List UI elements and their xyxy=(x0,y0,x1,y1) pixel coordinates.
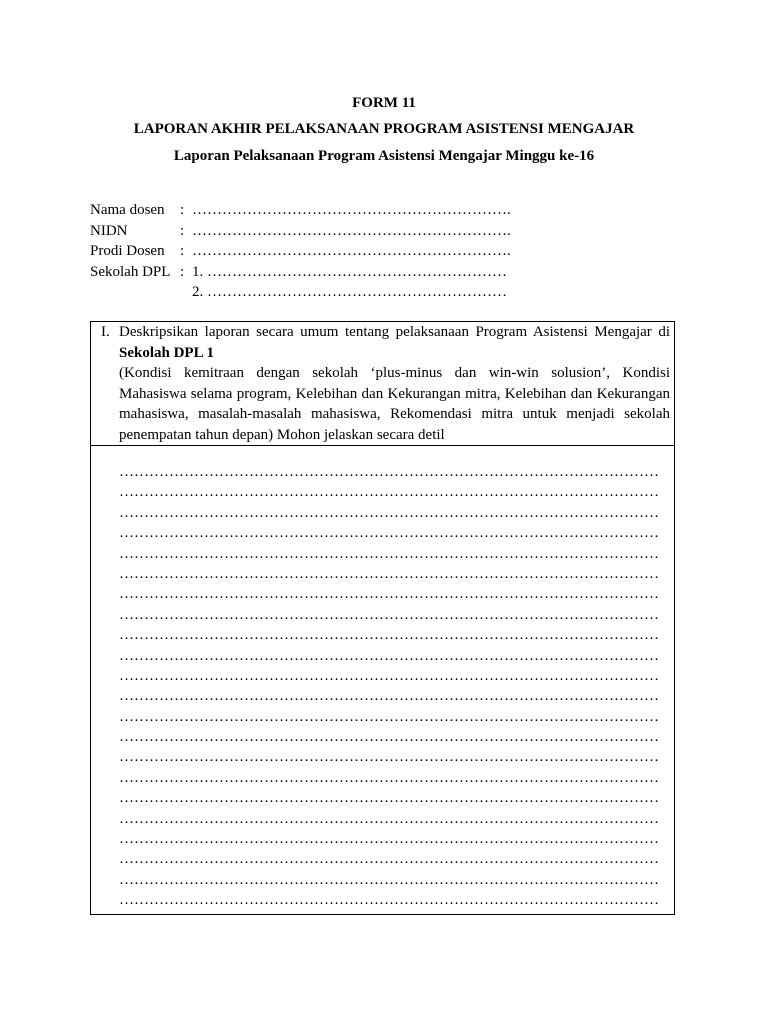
question-text xyxy=(119,322,670,445)
note-line: Mahasiswa selama program, Kelebihan dan Kekurangan mitra, Kelebihan dan Kekurangan xyxy=(119,385,670,402)
info-colon: : xyxy=(180,263,185,280)
answer-line[interactable]: ……………………………………………………………………………………………… xyxy=(119,464,659,480)
section-number: I. xyxy=(101,324,110,340)
answer-line[interactable]: ……………………………………………………………………………………………… xyxy=(119,769,659,786)
answer-line[interactable]: ……………………………………………………………………………………………… xyxy=(119,749,659,766)
note-line: (Kondisi kemitraan dengan sekolah ‘plus-minus dan win-win solusion’, Kondisi xyxy=(119,365,670,381)
answer-line[interactable]: ……………………………………………………………………………………………… xyxy=(119,688,659,705)
answer-line[interactable]: ……………………………………………………………………………………………… xyxy=(119,810,659,827)
form-number: FORM 11 xyxy=(352,95,416,111)
answer-line[interactable]: ……………………………………………………………………………………………… xyxy=(119,708,659,725)
answer-line[interactable]: ……………………………………………………………………………………………… xyxy=(119,627,659,644)
form-subtitle: Laporan Pelaksanaan Program Asistensi Mengajar Minggu ke-16 xyxy=(173,148,595,164)
info-value-field[interactable]: ………………………………………………………. xyxy=(192,202,511,218)
info-label: NIDN xyxy=(90,222,128,239)
answer-line[interactable]: ……………………………………………………………………………………………… xyxy=(119,851,659,868)
info-label: Sekolah DPL xyxy=(90,263,171,280)
info-colon: : xyxy=(180,243,185,259)
answer-line[interactable]: ……………………………………………………………………………………………… xyxy=(119,484,659,501)
answer-area[interactable] xyxy=(119,462,662,911)
info-value-field[interactable]: ………………………………………………………. xyxy=(192,243,511,259)
answer-line[interactable]: ……………………………………………………………………………………………… xyxy=(119,892,659,909)
info-label: Prodi Dosen xyxy=(90,243,165,259)
answer-line[interactable]: ……………………………………………………………………………………………… xyxy=(119,729,659,746)
question-cell xyxy=(91,322,674,446)
answer-line[interactable]: ……………………………………………………………………………………………… xyxy=(119,504,659,521)
answer-line[interactable]: ……………………………………………………………………………………………… xyxy=(119,667,659,684)
info-label: Nama dosen xyxy=(90,202,165,218)
answer-line[interactable]: ……………………………………………………………………………………………… xyxy=(119,871,659,888)
info-colon: : xyxy=(180,222,185,239)
info-value-field[interactable]: 2. …………………………………………………… xyxy=(192,284,507,300)
note-line: penempatan tahun depan) Mohon jelaskan secara detil xyxy=(119,426,445,443)
info-value-field[interactable]: 1. …………………………………………………… xyxy=(192,263,507,280)
answer-line[interactable]: ……………………………………………………………………………………………… xyxy=(119,525,659,542)
answer-line[interactable]: ……………………………………………………………………………………………… xyxy=(119,831,659,848)
form-title: LAPORAN AKHIR PELAKSANAAN PROGRAM ASISTENSI MENGAJAR xyxy=(133,121,635,137)
info-value-field[interactable]: ………………………………………………………. xyxy=(192,222,511,239)
info-colon: : xyxy=(180,202,185,218)
report-table xyxy=(90,321,675,915)
answer-line[interactable]: ……………………………………………………………………………………………… xyxy=(119,545,659,562)
note-line: mahasiswa, masalah-masalah mahasiswa, Rekomendasi mitra untuk menjadi sekolah xyxy=(119,406,670,422)
answer-line[interactable]: ……………………………………………………………………………………………… xyxy=(119,790,659,807)
answer-line[interactable]: ……………………………………………………………………………………………… xyxy=(119,647,659,664)
question-school-label: Sekolah DPL 1 xyxy=(119,344,215,361)
answer-line[interactable]: ……………………………………………………………………………………………… xyxy=(119,586,659,603)
question-line: Deskripsikan laporan secara umum tentang pelaksanaan Program Asistensi Mengajar di xyxy=(119,324,670,340)
answer-line[interactable]: ……………………………………………………………………………………………… xyxy=(119,606,659,623)
answer-line[interactable]: ……………………………………………………………………………………………… xyxy=(119,565,659,582)
